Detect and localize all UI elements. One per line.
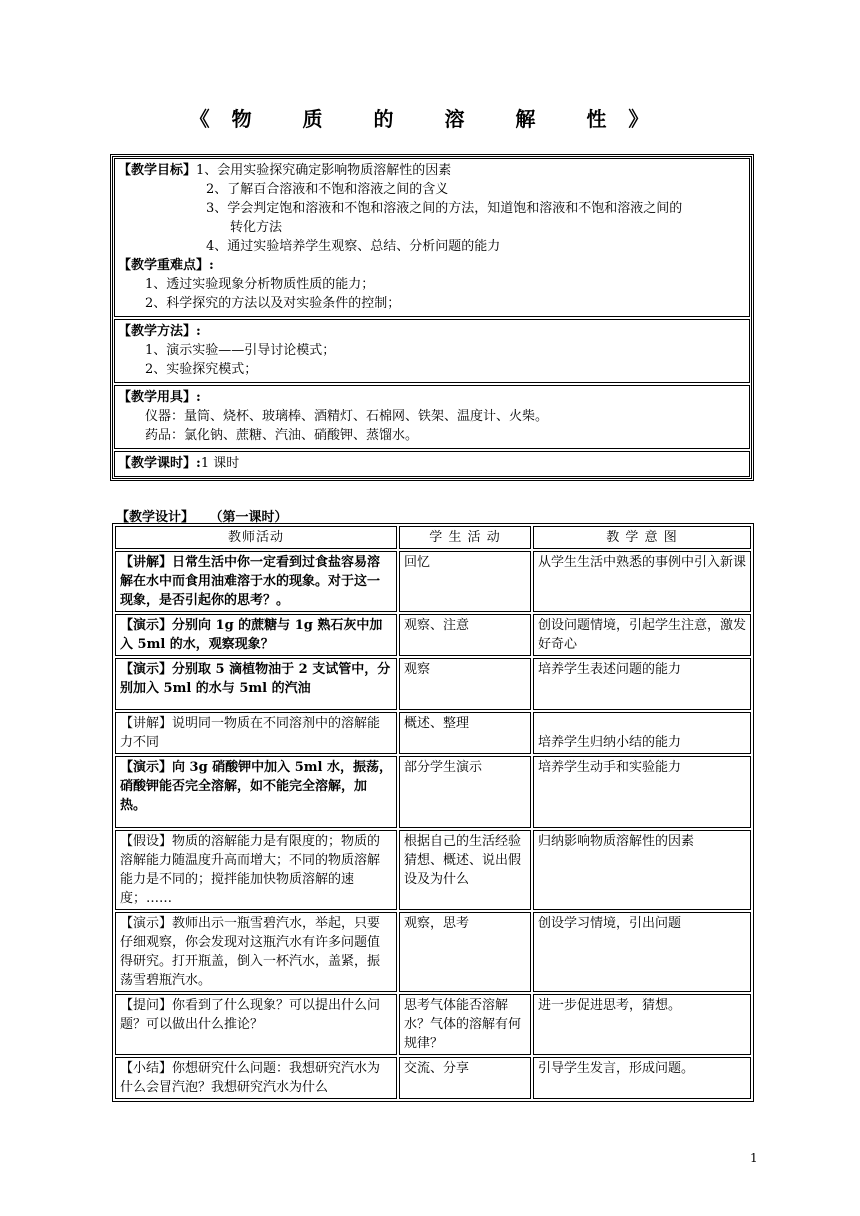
- hours-heading: 【教学课时】:: [118, 456, 201, 471]
- student-cell: 回忆: [399, 551, 531, 612]
- table-row: [115, 756, 751, 828]
- hours-section: [114, 451, 750, 477]
- methods-heading: 【教学方法】:: [118, 324, 201, 339]
- method-2: 2、实验探究模式；: [145, 362, 258, 377]
- page-title: 《物 质 的 溶 解 性》: [189, 107, 671, 131]
- table-header-row: [115, 526, 751, 549]
- goal-line-4: 4、通过实验培养学生观察、总结、分析问题的能力: [206, 239, 501, 254]
- intent-cell: 进一步促进思考，猜想。: [533, 994, 751, 1055]
- teacher-cell: 【演示】教师出示一瓶雪碧汽水，举起，只要仔细观察，你会发现对这瓶汽水有许多问题值得研究。打开瓶盖，倒入一杯汽水，盖紧，振荡雪碧瓶汽水。: [115, 912, 397, 992]
- column-header-teacher: 教师活动: [115, 526, 397, 549]
- goals-section: [114, 158, 750, 317]
- lesson-overview-box: [110, 154, 754, 481]
- key-point-1: 1、透过实验现象分析物质性质的能力；: [145, 277, 375, 292]
- teacher-cell: 【提问】你看到了什么现象？可以提出什么问题？可以做出什么推论？: [115, 994, 397, 1055]
- goal-line-1: 【教学目标】1、会用实验探究确定影响物质溶解性的因素: [118, 163, 452, 178]
- table-row: [115, 994, 751, 1055]
- table-row: [115, 830, 751, 910]
- intent-cell: 归纳影响物质溶解性的因素: [533, 830, 751, 910]
- intent-cell: 引导学生发言，形成问题。: [533, 1057, 751, 1099]
- teacher-cell: 【演示】向 3g 硝酸钾中加入 5ml 水，振荡，硝酸钾能否完全溶解，如不能完全溶解，加热。: [115, 756, 397, 828]
- teacher-cell: 【讲解】日常生活中你一定看到过食盐容易溶解在水中而食用油难溶于水的现象。对于这一现象，是否引起你的思考？。: [115, 551, 397, 612]
- table-row: [115, 658, 751, 710]
- intent-cell: 创设问题情境，引起学生注意，激发好奇心: [533, 614, 751, 656]
- column-header-intent: 教 学 意 图: [533, 526, 751, 549]
- goal-line-3-cont: 转化方法: [230, 220, 283, 235]
- table-row: [115, 1057, 751, 1099]
- student-cell: 观察、注意: [399, 614, 531, 656]
- student-cell: 观察，思考: [399, 912, 531, 992]
- student-cell: 部分学生演示: [399, 756, 531, 828]
- tools-heading: 【教学用具】:: [118, 390, 201, 405]
- key-point-2: 2、科学探究的方法以及对实验条件的控制；: [145, 296, 401, 311]
- student-cell: 交流、分享: [399, 1057, 531, 1099]
- intent-cell: 从学生生活中熟悉的事例中引入新课: [533, 551, 751, 612]
- tools-instruments: 仪器：量筒、烧杯、玻璃棒、酒精灯、石棉网、铁架、温度计、火柴。: [145, 409, 549, 424]
- teacher-cell: 【小结】你想研究什么问题：我想研究汽水为什么会冒汽泡？我想研究汽水为什么: [115, 1057, 397, 1099]
- intent-cell: 培养学生动手和实验能力: [533, 756, 751, 828]
- student-cell: 概述、整理: [399, 712, 531, 754]
- teacher-cell: 【讲解】说明同一物质在不同溶剂中的溶解能力不同: [115, 712, 397, 754]
- session-label: （第一课时）: [216, 510, 288, 525]
- student-cell: 观察: [399, 658, 531, 710]
- column-header-student: 学 生 活 动: [399, 526, 531, 549]
- design-heading: 【教学设计】 （第一课时）: [116, 510, 288, 525]
- student-cell: 思考气体能否溶解水？气体的溶解有何规律？: [399, 994, 531, 1055]
- teacher-cell: 【演示】分别取 5 滴植物油于 2 支试管中，分别加入 5ml 的水与 5ml 的汽油: [115, 658, 397, 710]
- intent-cell: 创设学习情境，引出问题: [533, 912, 751, 992]
- tools-section: [114, 385, 750, 449]
- intent-cell: 培养学生归纳小结的能力: [533, 712, 751, 754]
- hours-value: 1 课时: [200, 456, 240, 471]
- key-points-heading: 【教学重难点】:: [118, 258, 214, 273]
- method-1: 1、演示实验——引导讨论模式；: [145, 343, 336, 358]
- table-row: [115, 712, 751, 754]
- table-row: [115, 912, 751, 992]
- methods-section: [114, 319, 750, 383]
- goal-line-3: 3、学会判定饱和溶液和不饱和溶液之间的方法，知道饱和溶液和不饱和溶液之间的: [206, 201, 683, 216]
- intent-cell: 培养学生表述问题的能力: [533, 658, 751, 710]
- lesson-plan-table: [112, 523, 754, 1102]
- teacher-cell: 【演示】分别向 1g 的蔗糖与 1g 熟石灰中加入 5ml 的水，观察现象？: [115, 614, 397, 656]
- table-row: [115, 614, 751, 656]
- goals-heading: 【教学目标】: [118, 163, 197, 178]
- goal-line-2: 2、了解百合溶液和不饱和溶液之间的含义: [206, 182, 449, 197]
- page-number: 1: [750, 1151, 758, 1165]
- tools-chemicals: 药品：氯化钠、蔗糖、汽油、硝酸钾、蒸馏水。: [145, 428, 419, 443]
- table-row: [115, 551, 751, 612]
- student-cell: 根据自己的生活经验猜想、概述、说出假设及为什么: [399, 830, 531, 910]
- teacher-cell: 【假设】物质的溶解能力是有限度的；物质的溶解能力随温度升高而增大；不同的物质溶解能力是不同的；搅拌能加快物质溶解的速度；……: [115, 830, 397, 910]
